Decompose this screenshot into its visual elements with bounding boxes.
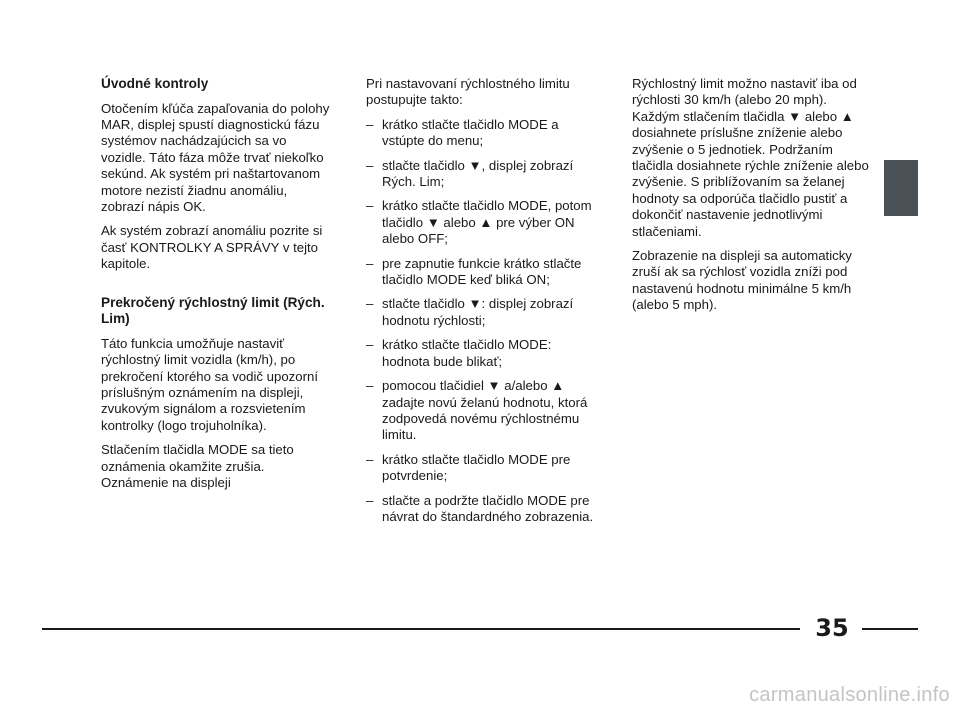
paragraph: Rýchlostný limit možno nastaviť iba od rýchlosti 30 km/h (alebo 20 mph). Každým stlačením tlačidla ▼ alebo ▲ dosiahnete príslušne zníženie alebo zvýšenie o 5 jednotiek. Podržaním tlačidla dosiahnete rýchle zníženie alebo zvýšenie. S priblížovaním sa želanej hodnoty sa odporúča tlačidlo pustiť a dokončiť nastavenie jednotlivými stlačeniami.	[632, 76, 869, 239]
paragraph: Táto funkcia umožňuje nastaviť rýchlostný limit vozidla (km/h), po prekročení ktorého sa vodič upozorní príslušným oznámením na displeji, zvukovým signálom a rozsvietením kontrolky (logo trojuholníka).	[101, 335, 318, 433]
column-middle	[366, 76, 598, 533]
list-item: – stlačte tlačidlo ▼, displej zobrazí Rých. Lim;	[366, 157, 574, 190]
list-item: – pomocou tlačidiel ▼ a/alebo ▲ zadajte novú želanú hodnotu, ktorá zodpovedá novému rýchlostnému limitu.	[366, 378, 588, 443]
list-item: – krátko stlačte tlačidlo MODE pre potvrdenie;	[366, 451, 571, 484]
column-left	[101, 76, 333, 500]
paragraph: Ak systém zobrazí anomáliu pozrite si časť KONTROLKY A SPRÁVY v tejto kapitole.	[101, 223, 323, 272]
list-item: – krátko stlačte tlačidlo MODE, potom tlačidlo ▼ alebo ▲ pre výber ON alebo OFF;	[366, 198, 592, 247]
list-item: – stlačte a podržte tlačidlo MODE pre návrat do štandardného zobrazenia.	[366, 492, 594, 524]
footer-rule-left	[42, 628, 800, 630]
paragraph: Zobrazenie na displeji sa automaticky zruší ak sa rýchlosť vozidla zníži pod nastavenú hodnotu minimálne 5 km/h (alebo 5 mph).	[632, 248, 852, 313]
list-item: – krátko stlačte tlačidlo MODE: hodnota bude blikať;	[366, 337, 552, 369]
paragraph: Stlačením tlačidla MODE sa tieto oznámenia okamžite zrušia. Oznámenie na displeji	[101, 442, 294, 491]
section-tab-marker	[884, 160, 918, 216]
footer-rule-right	[862, 628, 918, 630]
steps-list	[366, 117, 598, 526]
heading-speed-limit: Prekročený rýchlostný limit (Rých. Lim)	[101, 294, 325, 327]
list-item: – krátko stlačte tlačidlo MODE a vstúpte do menu;	[366, 116, 559, 149]
column-right	[632, 76, 872, 322]
heading-initial-checks: Úvodné kontroly	[101, 76, 209, 91]
watermark: carmanualsonline.info	[749, 684, 950, 706]
list-item: – stlačte tlačidlo ▼: displej zobrazí hodnotu rýchlosti;	[366, 296, 574, 328]
intro-paragraph: Pri nastavovaní rýchlostného limitu postupujte takto:	[366, 76, 570, 108]
page-number: 35	[815, 614, 849, 642]
paragraph: Otočením kľúča zapaľovania do polohy MAR, displej spustí diagnostickú fázu systémov nachádzajúcich sa vo vozidle. Táto fáza môže trvať niekoľko sekúnd. Ak systém pri naštartovanom motore nezistí žiadnu anomáliu, zobrazí nápis OK.	[101, 100, 330, 215]
list-item: – pre zapnutie funkcie krátko stlačte tlačidlo MODE keď bliká ON;	[366, 255, 582, 288]
